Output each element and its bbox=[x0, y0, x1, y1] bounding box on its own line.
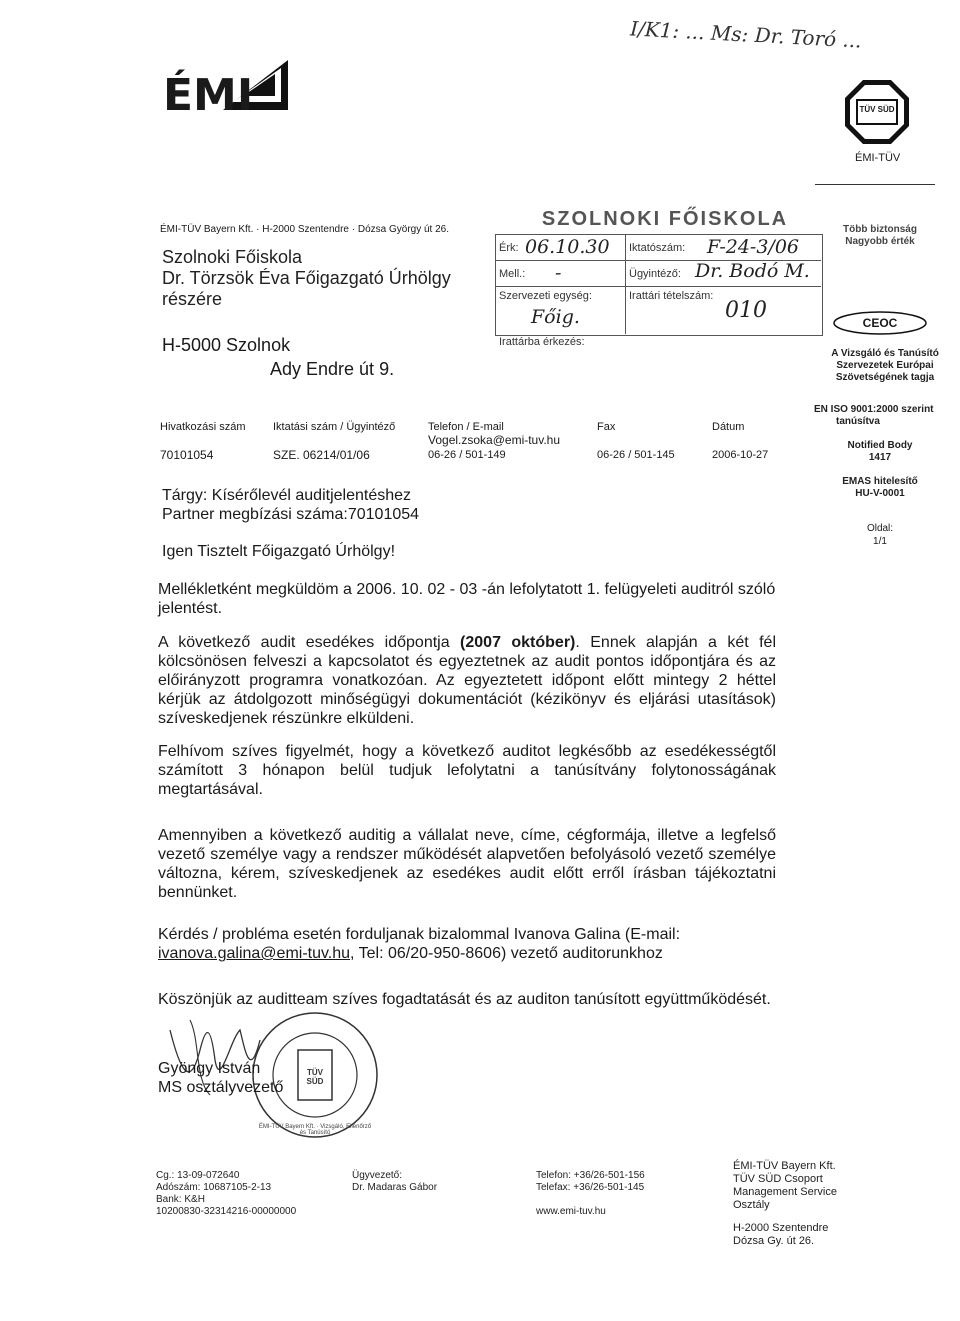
emas-line-2: HU-V-0001 bbox=[855, 488, 905, 499]
ref-header-datum: Dátum bbox=[712, 421, 745, 433]
stamp-divider-h2 bbox=[495, 286, 821, 287]
footer-company bbox=[733, 1160, 883, 1248]
ref-value-telefon: 06-26 / 501-149 bbox=[428, 449, 506, 461]
footer-group: TÜV SÜD Csoport bbox=[733, 1173, 823, 1185]
ref-header-fax: Fax bbox=[597, 421, 616, 433]
stamp-irattar-label: Irattárba érkezés: bbox=[499, 336, 585, 348]
p2-part-a: A következő audit esedékes időpontja bbox=[158, 634, 450, 651]
page-value: 1/1 bbox=[873, 536, 887, 547]
recipient-city: H-5000 Szolnok bbox=[162, 335, 291, 355]
iso-line-1: EN ISO 9001:2000 szerint bbox=[814, 404, 934, 415]
company-seal bbox=[250, 1010, 380, 1140]
ref-header-iktatasi: Iktatási szám / Ügyintéző bbox=[273, 421, 396, 433]
paragraph-5 bbox=[158, 925, 776, 963]
stamp-title: SZOLNOKI FŐISKOLA bbox=[541, 208, 789, 230]
footer-dept-2: Osztály bbox=[733, 1199, 770, 1211]
stamp-mell-label: Mell.: bbox=[499, 268, 526, 280]
salutation: Igen Tisztelt Főigazgató Úrhölgy! bbox=[162, 543, 396, 560]
footer-spacer-2 bbox=[733, 1212, 883, 1222]
auditor-email-link[interactable]: ivanova.galina@emi-tuv.hu bbox=[158, 945, 351, 962]
slogan-line-1: Több biztonság bbox=[843, 224, 917, 235]
signer-title: MS osztályvezető bbox=[158, 1079, 284, 1096]
ref-email: Vogel.zsoka@emi-tuv.hu bbox=[428, 433, 561, 447]
footer-manager bbox=[352, 1170, 502, 1194]
footer-registry bbox=[156, 1170, 326, 1218]
notified-body bbox=[815, 440, 945, 464]
footer-company-name: ÉMI-TÜV Bayern Kft. bbox=[733, 1160, 836, 1172]
stamp-iktatoszam-value: F-24-3/06 bbox=[707, 236, 800, 258]
ref-value-fax: 06-26 / 501-145 bbox=[597, 449, 675, 461]
p2-bold-date: (2007 október) bbox=[460, 634, 576, 651]
ceoc-description bbox=[815, 348, 955, 384]
recipient-attn: részére bbox=[162, 289, 223, 309]
emi-logo bbox=[163, 52, 293, 121]
p2-part-b: . Ennek alapján a két fél kölcsönösen felveszi a kapcsolatot és egyeztetnek az audit pontos időpontjára és az előirányzott programra vonatkozóan. Az egyeztetett időpont előtt mintegy 2 héttel kérjük az átdolgozott minőségügyi dokumentációt (kézikönyv és eljárási utasítások) szíveskedjenek részünkre elküldeni. bbox=[158, 634, 777, 727]
logo-text: ÉMI bbox=[163, 70, 254, 121]
paragraph-6: Köszönjük az auditteam szíves fogadtatását és az auditon tanúsított együttműködését. bbox=[158, 991, 771, 1008]
p5-part-b: , Tel: 06/20-950-8606) vezető auditorunkhoz bbox=[350, 945, 663, 962]
footer-manager-name: Dr. Madaras Gábor bbox=[352, 1182, 438, 1193]
sender-line: ÉMI-TÜV Bayern Kft. · H-2000 Szentendre · Dózsa György út 26. bbox=[160, 224, 450, 235]
stamp-mell-value: - bbox=[555, 262, 562, 284]
incoming-stamp bbox=[495, 208, 823, 348]
right-column bbox=[815, 224, 945, 248]
footer-street: Dózsa Gy. út 26. bbox=[733, 1235, 815, 1247]
footer-fax: Telefax: +36/26-501-145 bbox=[536, 1182, 645, 1193]
footer-cg: Cg.: 13-09-072640 bbox=[156, 1170, 240, 1181]
stamp-ugyintezo-label: Ügyintéző: bbox=[629, 268, 681, 280]
stamp-erk-value: 06.10.30 bbox=[525, 236, 610, 258]
footer-dept-1: Management Service bbox=[733, 1186, 837, 1198]
tuv-sud-badge bbox=[843, 78, 911, 146]
seal-center-text: TÜV SÜD bbox=[306, 1068, 324, 1086]
page-label: Oldal: bbox=[866, 523, 894, 534]
emas bbox=[815, 476, 945, 500]
stamp-tetelszam-label: Irattári tételszám: bbox=[629, 290, 714, 302]
footer-phone: Telefon: +36/26-501-156 bbox=[536, 1170, 645, 1181]
ref-value-iktatasi: SZE. 06214/01/06 bbox=[273, 448, 370, 462]
recipient-block bbox=[162, 247, 451, 310]
subject-line: Tárgy: Kísérőlevél auditjelentéshez bbox=[162, 487, 412, 504]
ceoc-label: CEOC bbox=[862, 316, 898, 330]
stamp-iktatoszam-label: Iktatószám: bbox=[629, 242, 686, 254]
stamp-egyseg-value: Főig. bbox=[531, 306, 580, 328]
recipient-name: Szolnoki Főiskola bbox=[162, 247, 303, 267]
handwritten-note: I/K1: ... Ms: Dr. Toró ... bbox=[629, 16, 863, 53]
ceoc-desc-2: Szervezetek Európai bbox=[836, 360, 934, 371]
iso-cert bbox=[814, 404, 960, 428]
seal-ring-text: ÉMI-TÜV Bayern Kft. · Vizsgáló, Ellenőrző és Tanúsító bbox=[258, 1124, 372, 1136]
stamp-ugyintezo-value: Dr. Bodó M. bbox=[695, 260, 810, 282]
footer-city: H-2000 Szentendre bbox=[733, 1222, 829, 1234]
footer-account: 10200830-32314216-00000000 bbox=[156, 1206, 297, 1217]
recipient-street: Ady Endre út 9. bbox=[270, 359, 395, 379]
paragraph-4: Amennyiben a következő auditig a vállalat neve, címe, cégformája, illetve a legfelső vezető személye vagy a rendszer működését alapvetően befolyásoló vezető személye változna, kérem, szíveskedjenek az esedékes audit előtt erről írásban tájékoztatni bennünket. bbox=[158, 827, 776, 901]
stamp-divider-v bbox=[625, 234, 626, 334]
ceoc-logo bbox=[830, 310, 930, 336]
stamp-egyseg-label: Szervezeti egység: bbox=[499, 290, 592, 302]
ref-header-telefon: Telefon / E-mail bbox=[428, 421, 504, 433]
footer-spacer bbox=[536, 1194, 706, 1206]
signer-name: Gyöngy István bbox=[158, 1060, 261, 1077]
header-rule bbox=[815, 184, 935, 185]
ref-header-hivatkozasi: Hivatkozási szám bbox=[160, 421, 246, 433]
ref-value-hivatkozasi: 70101054 bbox=[160, 448, 214, 462]
slogan-line-2: Nagyobb érték bbox=[845, 236, 915, 247]
tuv-badge-label: TÜV SÜD bbox=[859, 105, 895, 114]
footer-contact bbox=[536, 1170, 706, 1218]
footer-bank: Bank: K&H bbox=[156, 1194, 205, 1205]
p5-part-a: Kérdés / probléma esetén forduljanak bizalommal Ivanova Galina (E-mail: bbox=[158, 926, 681, 943]
paragraph-2 bbox=[158, 633, 776, 728]
ref-value-datum: 2006-10-27 bbox=[712, 449, 769, 461]
footer-website[interactable]: www.emi-tuv.hu bbox=[536, 1206, 606, 1217]
recipient-person: Dr. Törzsök Éva Főigazgató Úrhölgy bbox=[162, 268, 451, 288]
footer-tax: Adószám: 10687105-2-13 bbox=[156, 1182, 272, 1193]
ceoc-desc-1: A Vizsgáló és Tanúsító bbox=[831, 348, 939, 359]
stamp-tetelszam-value: 010 bbox=[725, 298, 767, 323]
emas-line-1: EMAS hitelesítő bbox=[842, 476, 918, 487]
iso-line-2: tanúsítva bbox=[836, 416, 880, 427]
paragraph-3: Felhívom szíves figyelmét, hogy a következő auditot legkésőbb az esedékességtől számított 3 hónapon belül tudjuk lefolytatni a tanúsítvány folytonosságának megtartásával. bbox=[158, 743, 776, 798]
stamp-erk-label: Érk: bbox=[499, 242, 519, 254]
notified-line-1: Notified Body bbox=[847, 440, 913, 451]
paragraph-1: Mellékletként megküldöm a 2006. 10. 02 - 03 -án lefolytatott 1. felügyeleti auditról szóló jelentést. bbox=[158, 581, 776, 617]
tuv-caption: ÉMI-TÜV bbox=[855, 152, 901, 164]
footer-manager-label: Ügyvezető: bbox=[352, 1170, 403, 1181]
ceoc-desc-3: Szövetségének tagja bbox=[835, 372, 935, 383]
partner-line: Partner megbízási száma:70101054 bbox=[162, 506, 420, 523]
page-indicator bbox=[815, 522, 945, 548]
notified-line-2: 1417 bbox=[868, 452, 892, 463]
